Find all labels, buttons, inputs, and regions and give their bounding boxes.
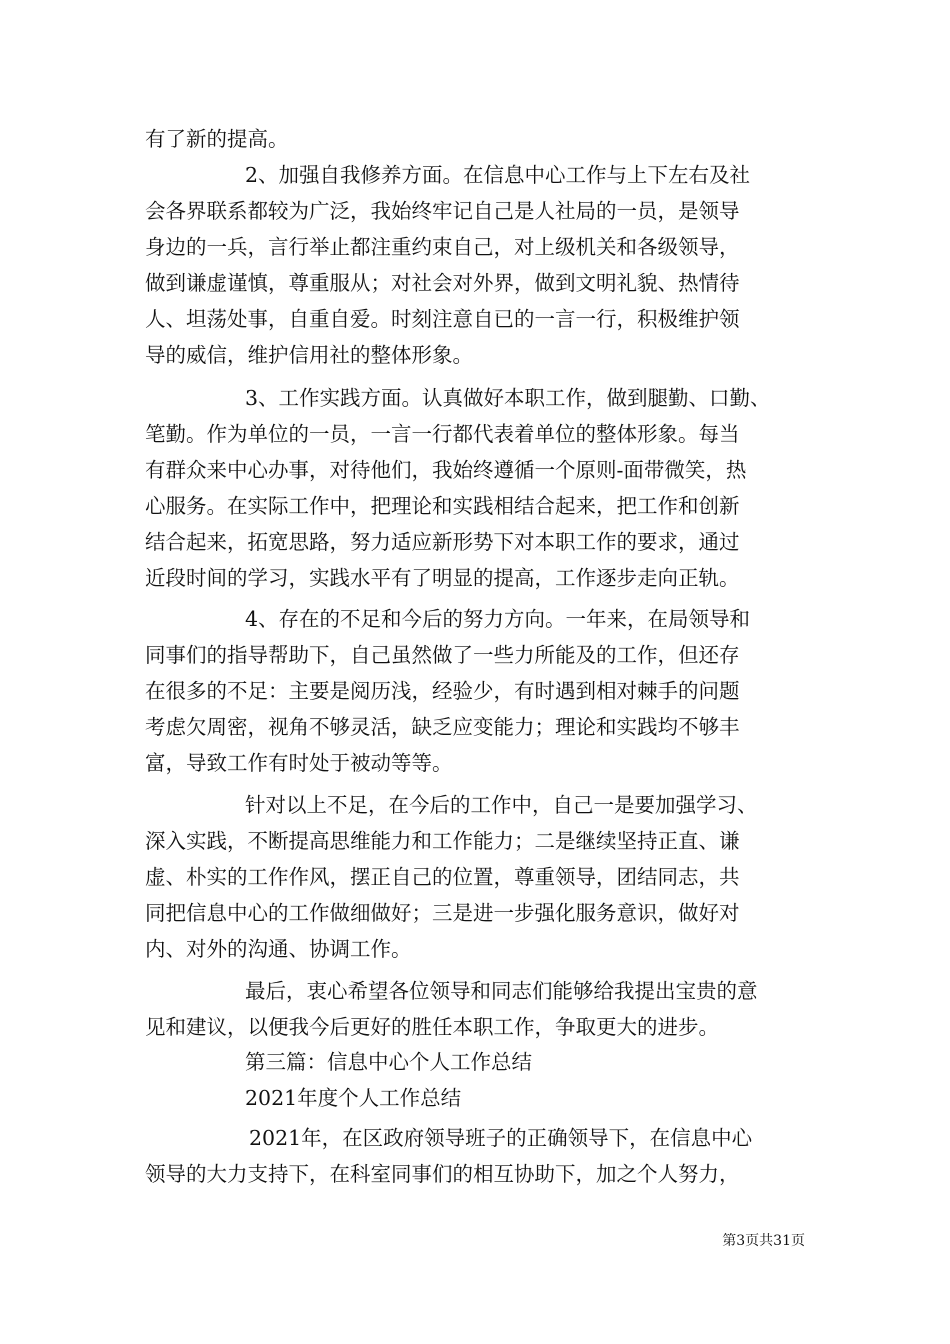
paragraph-line: 同事们的指导帮助下，自己虽然做了一些力所能及的工作，但还存 <box>145 643 740 667</box>
paragraph-line: 同把信息中心的工作做细做好；三是进一步强化服务意识，做好对 <box>145 901 740 925</box>
paragraph-line: 见和建议，以便我今后更好的胜任本职工作，争取更大的进步。 <box>145 1015 719 1039</box>
paragraph-line: 人、坦荡处事，自重自爱。时刻注意自已的一言一行，积极维护领 <box>145 307 740 331</box>
section-heading: 第三篇：信息中心个人工作总结 <box>245 1050 532 1074</box>
paragraph-line: 虚、朴实的工作作风，摆正自己的位置，尊重领导，团结同志，共 <box>145 865 740 889</box>
paragraph-line: 最后，衷心希望各位领导和同志们能够给我提出宝贵的意 <box>245 979 758 1003</box>
paragraph-line: 做到谦虚谨慎，尊重服从；对社会对外界，做到文明礼貌、热情待 <box>145 271 740 295</box>
paragraph-line: 领导的大力支持下，在科室同事们的相互协助下，加之个人努力， <box>145 1162 740 1186</box>
paragraph-line: 3、工作实践方面。认真做好本职工作，做到腿勤、口勤、 <box>245 386 771 410</box>
paragraph-line: 2021年，在区政府领导班子的正确领导下，在信息中心 <box>249 1126 753 1150</box>
paragraph-line: 2、加强自我修养方面。在信息中心工作与上下左右及社 <box>245 163 751 187</box>
paragraph-line: 考虑欠周密，视角不够灵活，缺乏应变能力；理论和实践均不够丰 <box>145 715 740 739</box>
paragraph-line: 针对以上不足，在今后的工作中，自己一是要加强学习、 <box>245 793 758 817</box>
paragraph-line: 4、存在的不足和今后的努力方向。一年来，在局领导和 <box>245 607 751 631</box>
paragraph-line: 内、对外的沟通、协调工作。 <box>145 937 412 961</box>
paragraph-line: 富，导致工作有时处于被动等等。 <box>145 751 453 775</box>
paragraph-line: 有了新的提高。 <box>145 127 289 151</box>
paragraph-line: 深入实践，不断提高思维能力和工作能力；二是继续坚持正直、谦 <box>145 829 740 853</box>
paragraph-line: 身边的一兵，言行举止都注重约束自己，对上级机关和各级领导， <box>145 235 740 259</box>
paragraph-line: 心服务。在实际工作中，把理论和实践相结合起来，把工作和创新 <box>145 494 740 518</box>
paragraph-line: 近段时间的学习，实践水平有了明显的提高，工作逐步走向正轨。 <box>145 566 740 590</box>
paragraph-line: 结合起来，拓宽思路，努力适应新形势下对本职工作的要求，通过 <box>145 530 740 554</box>
paragraph-line: 笔勤。作为单位的一员，一言一行都代表着单位的整体形象。每当 <box>145 422 740 446</box>
paragraph-line: 导的威信，维护信用社的整体形象。 <box>145 343 473 367</box>
paragraph-line: 有群众来中心办事，对待他们，我始终遵循一个原则-面带微笑，热 <box>145 458 747 482</box>
paragraph-line: 在很多的不足：主要是阅历浅，经验少，有时遇到相对棘手的问题 <box>145 679 740 703</box>
page-number-footer: 第3页共31页 <box>722 1233 805 1249</box>
paragraph-line: 会各界联系都较为广泛，我始终牢记自己是人社局的一员，是领导 <box>145 199 740 223</box>
subsection-heading: 2021年度个人工作总结 <box>245 1086 462 1110</box>
